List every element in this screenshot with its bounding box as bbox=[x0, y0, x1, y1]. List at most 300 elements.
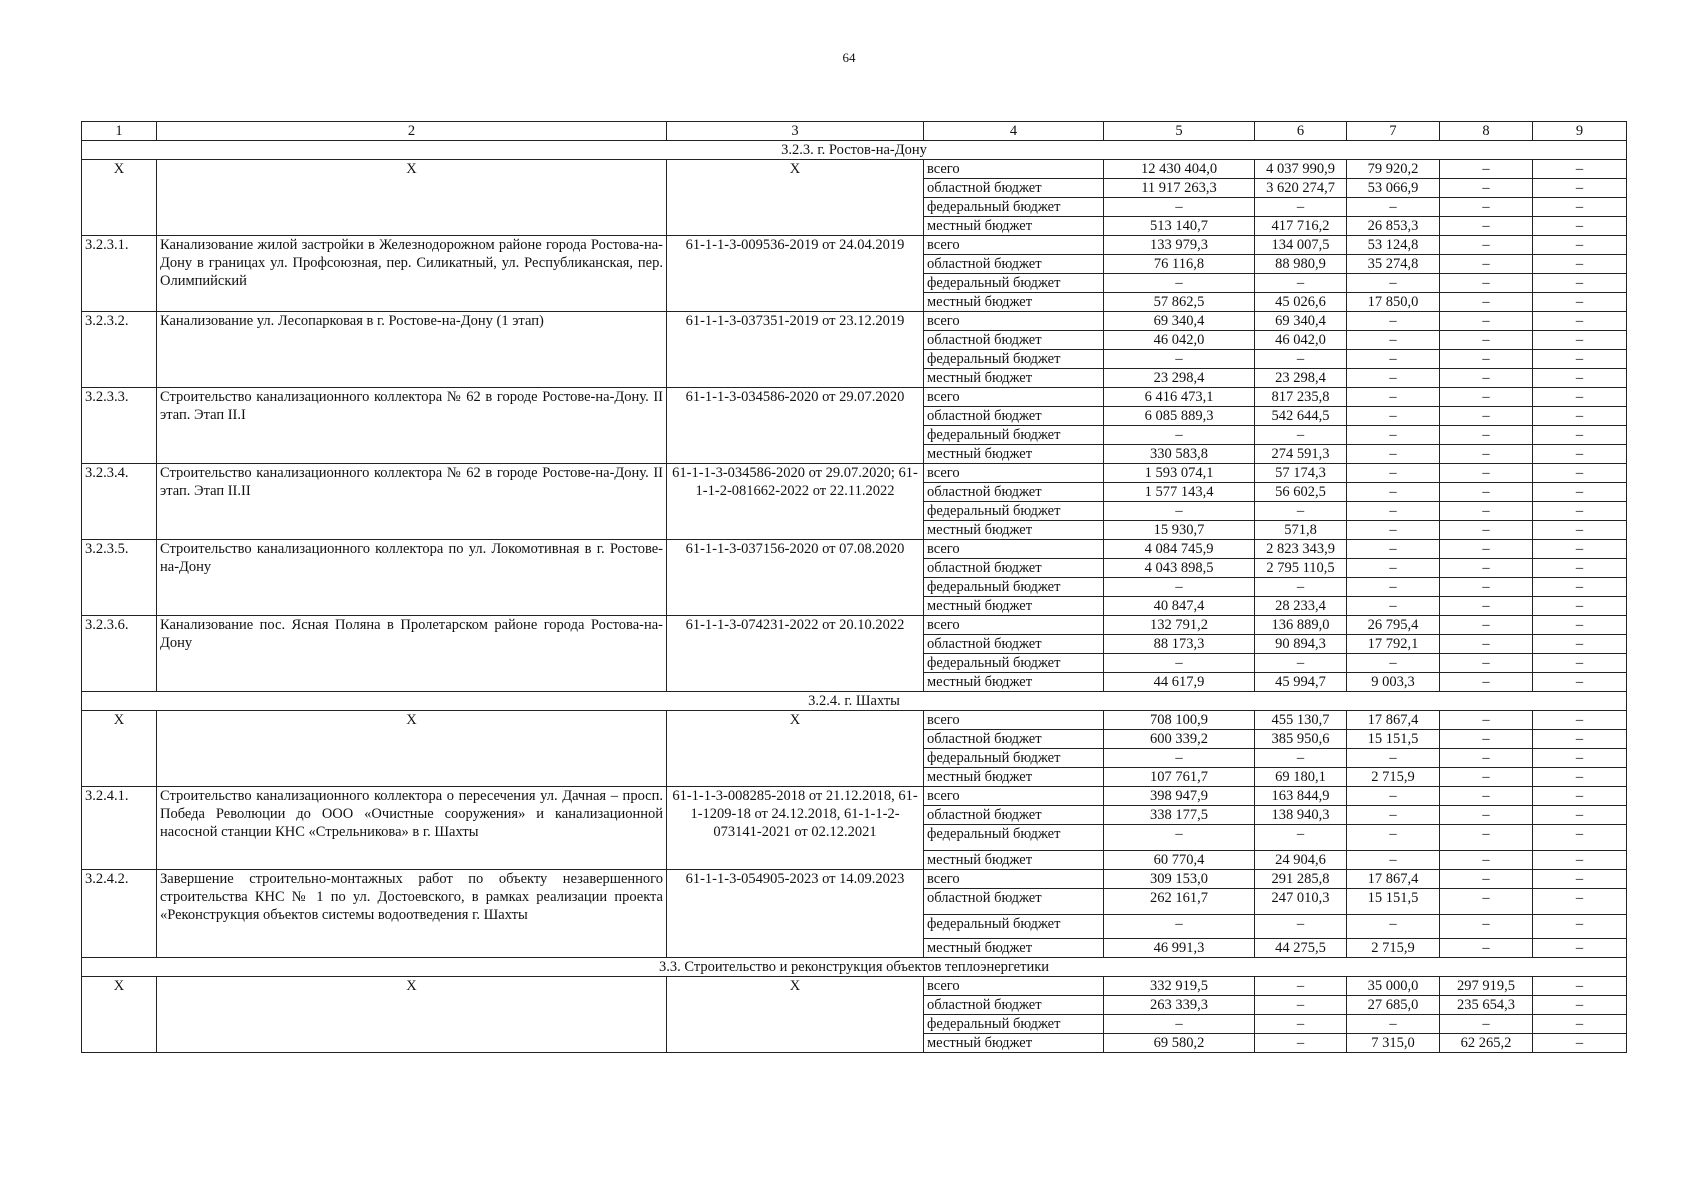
amount-cell: – bbox=[1255, 825, 1347, 851]
amount-cell: – bbox=[1533, 851, 1627, 870]
amount-cell: 46 991,3 bbox=[1104, 939, 1255, 958]
amount-cell: – bbox=[1440, 787, 1533, 806]
amount-cell: 17 867,4 bbox=[1347, 870, 1440, 889]
amount-cell: – bbox=[1104, 426, 1255, 445]
amount-cell: – bbox=[1440, 217, 1533, 236]
amount-cell: – bbox=[1533, 996, 1627, 1015]
page-number: 64 bbox=[842, 50, 856, 65]
amount-cell: – bbox=[1347, 350, 1440, 369]
amount-cell: – bbox=[1347, 654, 1440, 673]
funding-source: местный бюджет bbox=[924, 673, 1104, 692]
item-number: 3.2.3.4. bbox=[82, 464, 157, 540]
amount-cell: 385 950,6 bbox=[1255, 730, 1347, 749]
amount-cell: – bbox=[1255, 578, 1347, 597]
item-number: Х bbox=[82, 977, 157, 1053]
amount-cell: – bbox=[1533, 768, 1627, 787]
section-row bbox=[82, 141, 1627, 160]
amount-cell: – bbox=[1255, 350, 1347, 369]
item-registry: Х bbox=[667, 711, 924, 787]
amount-cell: – bbox=[1347, 851, 1440, 870]
amount-cell: – bbox=[1440, 483, 1533, 502]
amount-cell: 57 174,3 bbox=[1255, 464, 1347, 483]
amount-cell: 163 844,9 bbox=[1255, 787, 1347, 806]
item-name: Х bbox=[157, 711, 667, 787]
amount-cell: 600 339,2 bbox=[1104, 730, 1255, 749]
funding-source: всего bbox=[924, 388, 1104, 407]
funding-source: местный бюджет bbox=[924, 369, 1104, 388]
item-number: 3.2.3.3. bbox=[82, 388, 157, 464]
column-header-row bbox=[82, 122, 1627, 141]
amount-cell: – bbox=[1255, 1034, 1347, 1053]
amount-cell: – bbox=[1533, 730, 1627, 749]
amount-cell: 274 591,3 bbox=[1255, 445, 1347, 464]
item-number: 3.2.3.6. bbox=[82, 616, 157, 692]
amount-cell: 817 235,8 bbox=[1255, 388, 1347, 407]
amount-cell: – bbox=[1440, 635, 1533, 654]
funding-source: областной бюджет bbox=[924, 179, 1104, 198]
amount-cell: 542 644,5 bbox=[1255, 407, 1347, 426]
amount-cell: – bbox=[1347, 597, 1440, 616]
amount-cell: 46 042,0 bbox=[1104, 331, 1255, 350]
amount-cell: – bbox=[1533, 825, 1627, 851]
amount-cell: – bbox=[1347, 578, 1440, 597]
amount-cell: – bbox=[1440, 915, 1533, 939]
funding-source: областной бюджет bbox=[924, 255, 1104, 274]
table-row bbox=[82, 711, 1627, 730]
amount-cell: 7 315,0 bbox=[1347, 1034, 1440, 1053]
amount-cell: – bbox=[1440, 502, 1533, 521]
amount-cell: – bbox=[1440, 521, 1533, 540]
funding-source: федеральный бюджет bbox=[924, 825, 1104, 851]
amount-cell: 17 792,1 bbox=[1347, 635, 1440, 654]
amount-cell: – bbox=[1347, 749, 1440, 768]
funding-source: федеральный бюджет bbox=[924, 350, 1104, 369]
amount-cell: 79 920,2 bbox=[1347, 160, 1440, 179]
funding-source: областной бюджет bbox=[924, 996, 1104, 1015]
table-row bbox=[82, 616, 1627, 635]
funding-source: местный бюджет bbox=[924, 851, 1104, 870]
amount-cell: – bbox=[1533, 1015, 1627, 1034]
funding-source: областной бюджет bbox=[924, 730, 1104, 749]
amount-cell: – bbox=[1104, 502, 1255, 521]
funding-source: всего bbox=[924, 312, 1104, 331]
amount-cell: 330 583,8 bbox=[1104, 445, 1255, 464]
amount-cell: – bbox=[1440, 293, 1533, 312]
amount-cell: – bbox=[1347, 521, 1440, 540]
item-registry: 61-1-1-3-034586-2020 от 29.07.2020; 61-1-1-2-081662-2022 от 22.11.2022 bbox=[667, 464, 924, 540]
item-registry: 61-1-1-3-074231-2022 от 20.10.2022 bbox=[667, 616, 924, 692]
table-row bbox=[82, 464, 1627, 483]
amount-cell: 57 862,5 bbox=[1104, 293, 1255, 312]
amount-cell: 2 715,9 bbox=[1347, 768, 1440, 787]
amount-cell: 107 761,7 bbox=[1104, 768, 1255, 787]
item-registry: 61-1-1-3-008285-2018 от 21.12.2018, 61-1-1209-18 от 24.12.2018, 61-1-1-2-073141-2021 от 02.12.2021 bbox=[667, 787, 924, 870]
table-row bbox=[82, 540, 1627, 559]
amount-cell: – bbox=[1533, 654, 1627, 673]
amount-cell: – bbox=[1255, 198, 1347, 217]
amount-cell: – bbox=[1440, 673, 1533, 692]
amount-cell: – bbox=[1255, 749, 1347, 768]
amount-cell: – bbox=[1533, 236, 1627, 255]
funding-source: областной бюджет bbox=[924, 635, 1104, 654]
amount-cell: 26 795,4 bbox=[1347, 616, 1440, 635]
item-name: Канализование ул. Лесопарковая в г. Ростове-на-Дону (1 этап) bbox=[157, 312, 667, 388]
table-row bbox=[82, 388, 1627, 407]
amount-cell: – bbox=[1440, 616, 1533, 635]
amount-cell: – bbox=[1255, 1015, 1347, 1034]
amount-cell: 338 177,5 bbox=[1104, 806, 1255, 825]
amount-cell: – bbox=[1347, 388, 1440, 407]
funding-source: всего bbox=[924, 977, 1104, 996]
funding-source: областной бюджет bbox=[924, 559, 1104, 578]
amount-cell: – bbox=[1104, 749, 1255, 768]
item-number: Х bbox=[82, 160, 157, 236]
column-header: 7 bbox=[1347, 122, 1440, 141]
amount-cell: – bbox=[1347, 1015, 1440, 1034]
amount-cell: – bbox=[1440, 870, 1533, 889]
funding-source: местный бюджет bbox=[924, 217, 1104, 236]
item-name: Канализование пос. Ясная Поляна в Пролетарском районе города Ростова-на-Дону bbox=[157, 616, 667, 692]
amount-cell: 53 124,8 bbox=[1347, 236, 1440, 255]
amount-cell: 69 340,4 bbox=[1104, 312, 1255, 331]
amount-cell: – bbox=[1440, 179, 1533, 198]
amount-cell: 513 140,7 bbox=[1104, 217, 1255, 236]
amount-cell: – bbox=[1533, 939, 1627, 958]
amount-cell: – bbox=[1440, 730, 1533, 749]
amount-cell: – bbox=[1440, 540, 1533, 559]
column-header: 8 bbox=[1440, 122, 1533, 141]
item-registry: 61-1-1-3-034586-2020 от 29.07.2020 bbox=[667, 388, 924, 464]
amount-cell: – bbox=[1533, 217, 1627, 236]
amount-cell: – bbox=[1533, 521, 1627, 540]
amount-cell: – bbox=[1104, 198, 1255, 217]
amount-cell: 9 003,3 bbox=[1347, 673, 1440, 692]
amount-cell: 17 850,0 bbox=[1347, 293, 1440, 312]
amount-cell: 4 037 990,9 bbox=[1255, 160, 1347, 179]
amount-cell: – bbox=[1533, 502, 1627, 521]
funding-source: федеральный бюджет bbox=[924, 915, 1104, 939]
amount-cell: 45 994,7 bbox=[1255, 673, 1347, 692]
amount-cell: – bbox=[1440, 654, 1533, 673]
amount-cell: 2 823 343,9 bbox=[1255, 540, 1347, 559]
amount-cell: – bbox=[1440, 768, 1533, 787]
amount-cell: 17 867,4 bbox=[1347, 711, 1440, 730]
amount-cell: 28 233,4 bbox=[1255, 597, 1347, 616]
item-number: 3.2.4.1. bbox=[82, 787, 157, 870]
item-registry: Х bbox=[667, 977, 924, 1053]
item-name: Х bbox=[157, 977, 667, 1053]
amount-cell: – bbox=[1533, 578, 1627, 597]
funding-source: всего bbox=[924, 787, 1104, 806]
amount-cell: 15 151,5 bbox=[1347, 889, 1440, 915]
amount-cell: – bbox=[1533, 749, 1627, 768]
amount-cell: – bbox=[1440, 198, 1533, 217]
amount-cell: – bbox=[1440, 597, 1533, 616]
amount-cell: 90 894,3 bbox=[1255, 635, 1347, 654]
amount-cell: – bbox=[1533, 616, 1627, 635]
amount-cell: – bbox=[1533, 711, 1627, 730]
amount-cell: – bbox=[1440, 578, 1533, 597]
amount-cell: – bbox=[1440, 806, 1533, 825]
amount-cell: 133 979,3 bbox=[1104, 236, 1255, 255]
funding-source: местный бюджет bbox=[924, 768, 1104, 787]
amount-cell: – bbox=[1255, 977, 1347, 996]
amount-cell: – bbox=[1440, 559, 1533, 578]
table-row bbox=[82, 312, 1627, 331]
amount-cell: – bbox=[1533, 915, 1627, 939]
amount-cell: – bbox=[1104, 654, 1255, 673]
amount-cell: 26 853,3 bbox=[1347, 217, 1440, 236]
amount-cell: 56 602,5 bbox=[1255, 483, 1347, 502]
amount-cell: 44 617,9 bbox=[1104, 673, 1255, 692]
amount-cell: – bbox=[1440, 445, 1533, 464]
item-registry: 61-1-1-3-037156-2020 от 07.08.2020 bbox=[667, 540, 924, 616]
funding-source: федеральный бюджет bbox=[924, 198, 1104, 217]
amount-cell: 35 000,0 bbox=[1347, 977, 1440, 996]
amount-cell: – bbox=[1347, 369, 1440, 388]
amount-cell: 69 180,1 bbox=[1255, 768, 1347, 787]
amount-cell: – bbox=[1347, 426, 1440, 445]
amount-cell: – bbox=[1440, 851, 1533, 870]
amount-cell: – bbox=[1440, 255, 1533, 274]
funding-source: областной бюджет bbox=[924, 407, 1104, 426]
amount-cell: 12 430 404,0 bbox=[1104, 160, 1255, 179]
amount-cell: – bbox=[1440, 160, 1533, 179]
funding-source: местный бюджет bbox=[924, 445, 1104, 464]
amount-cell: 136 889,0 bbox=[1255, 616, 1347, 635]
amount-cell: 23 298,4 bbox=[1104, 369, 1255, 388]
amount-cell: – bbox=[1347, 915, 1440, 939]
funding-source: федеральный бюджет bbox=[924, 1015, 1104, 1034]
amount-cell: 76 116,8 bbox=[1104, 255, 1255, 274]
item-registry: Х bbox=[667, 160, 924, 236]
amount-cell: – bbox=[1347, 787, 1440, 806]
amount-cell: – bbox=[1347, 559, 1440, 578]
section-title: 3.2.4. г. Шахты bbox=[82, 692, 1627, 711]
amount-cell: – bbox=[1347, 407, 1440, 426]
section-title: 3.2.3. г. Ростов-на-Дону bbox=[82, 141, 1627, 160]
amount-cell: – bbox=[1533, 388, 1627, 407]
amount-cell: 309 153,0 bbox=[1104, 870, 1255, 889]
amount-cell: – bbox=[1533, 274, 1627, 293]
amount-cell: – bbox=[1347, 445, 1440, 464]
amount-cell: 417 716,2 bbox=[1255, 217, 1347, 236]
amount-cell: 24 904,6 bbox=[1255, 851, 1347, 870]
amount-cell: – bbox=[1440, 236, 1533, 255]
column-header: 3 bbox=[667, 122, 924, 141]
amount-cell: – bbox=[1440, 1015, 1533, 1034]
funding-source: всего bbox=[924, 870, 1104, 889]
amount-cell: – bbox=[1533, 255, 1627, 274]
amount-cell: 571,8 bbox=[1255, 521, 1347, 540]
item-number: 3.2.3.1. bbox=[82, 236, 157, 312]
amount-cell: 235 654,3 bbox=[1440, 996, 1533, 1015]
funding-source: федеральный бюджет bbox=[924, 426, 1104, 445]
item-registry: 61-1-1-3-009536-2019 от 24.04.2019 bbox=[667, 236, 924, 312]
amount-cell: – bbox=[1533, 787, 1627, 806]
table-row bbox=[82, 236, 1627, 255]
amount-cell: – bbox=[1440, 369, 1533, 388]
amount-cell: – bbox=[1533, 350, 1627, 369]
amount-cell: 398 947,9 bbox=[1104, 787, 1255, 806]
budget-table bbox=[81, 121, 1627, 1053]
amount-cell: – bbox=[1533, 198, 1627, 217]
amount-cell: 291 285,8 bbox=[1255, 870, 1347, 889]
funding-source: местный бюджет bbox=[924, 293, 1104, 312]
item-number: Х bbox=[82, 711, 157, 787]
amount-cell: – bbox=[1347, 198, 1440, 217]
amount-cell: – bbox=[1104, 350, 1255, 369]
amount-cell: – bbox=[1533, 160, 1627, 179]
amount-cell: – bbox=[1533, 597, 1627, 616]
amount-cell: – bbox=[1255, 502, 1347, 521]
amount-cell: – bbox=[1104, 915, 1255, 939]
amount-cell: 132 791,2 bbox=[1104, 616, 1255, 635]
funding-source: всего bbox=[924, 160, 1104, 179]
funding-source: всего bbox=[924, 236, 1104, 255]
amount-cell: – bbox=[1104, 1015, 1255, 1034]
amount-cell: – bbox=[1347, 502, 1440, 521]
column-header: 1 bbox=[82, 122, 157, 141]
funding-source: всего bbox=[924, 616, 1104, 635]
item-name: Канализование жилой застройки в Железнодорожном районе города Ростова-на-Дону в границах ул. Профсоюзная, пер. Силикатный, ул. Республиканская, пер. Олимпийский bbox=[157, 236, 667, 312]
amount-cell: 15 930,7 bbox=[1104, 521, 1255, 540]
amount-cell: – bbox=[1255, 654, 1347, 673]
funding-source: федеральный бюджет bbox=[924, 578, 1104, 597]
amount-cell: – bbox=[1347, 312, 1440, 331]
amount-cell: 4 084 745,9 bbox=[1104, 540, 1255, 559]
amount-cell: – bbox=[1533, 426, 1627, 445]
item-name: Завершение строительно-монтажных работ по объекту незавершенного строительства КНС № 1 по ул. Достоевского, в рамках реализации проекта «Реконструкция объектов системы водоотведения г. Шахты bbox=[157, 870, 667, 958]
amount-cell: – bbox=[1440, 889, 1533, 915]
funding-source: областной бюджет bbox=[924, 331, 1104, 350]
amount-cell: – bbox=[1104, 825, 1255, 851]
amount-cell: – bbox=[1533, 889, 1627, 915]
amount-cell: – bbox=[1104, 274, 1255, 293]
amount-cell: – bbox=[1440, 350, 1533, 369]
amount-cell: – bbox=[1440, 749, 1533, 768]
funding-source: областной бюджет bbox=[924, 806, 1104, 825]
amount-cell: 44 275,5 bbox=[1255, 939, 1347, 958]
amount-cell: – bbox=[1347, 483, 1440, 502]
amount-cell: – bbox=[1440, 388, 1533, 407]
amount-cell: 2 795 110,5 bbox=[1255, 559, 1347, 578]
item-name: Строительство канализационного коллектора о пересечения ул. Дачная – просп. Победа Революции до ООО «Очистные сооружения» и канализационной насосной станции КНС «Стрельникова» в г. Шахты bbox=[157, 787, 667, 870]
amount-cell: 46 042,0 bbox=[1255, 331, 1347, 350]
amount-cell: 2 715,9 bbox=[1347, 939, 1440, 958]
table-row bbox=[82, 160, 1627, 179]
section-title: 3.3. Строительство и реконструкция объектов теплоэнергетики bbox=[82, 958, 1627, 977]
amount-cell: 1 593 074,1 bbox=[1104, 464, 1255, 483]
funding-source: федеральный бюджет bbox=[924, 274, 1104, 293]
amount-cell: 35 274,8 bbox=[1347, 255, 1440, 274]
amount-cell: – bbox=[1347, 464, 1440, 483]
amount-cell: 4 043 898,5 bbox=[1104, 559, 1255, 578]
amount-cell: 62 265,2 bbox=[1440, 1034, 1533, 1053]
amount-cell: – bbox=[1533, 806, 1627, 825]
amount-cell: 23 298,4 bbox=[1255, 369, 1347, 388]
amount-cell: 88 980,9 bbox=[1255, 255, 1347, 274]
column-header: 5 bbox=[1104, 122, 1255, 141]
amount-cell: 134 007,5 bbox=[1255, 236, 1347, 255]
funding-source: всего bbox=[924, 711, 1104, 730]
funding-source: федеральный бюджет bbox=[924, 749, 1104, 768]
item-registry: 61-1-1-3-037351-2019 от 23.12.2019 bbox=[667, 312, 924, 388]
amount-cell: – bbox=[1533, 312, 1627, 331]
amount-cell: 27 685,0 bbox=[1347, 996, 1440, 1015]
item-name: Х bbox=[157, 160, 667, 236]
amount-cell: 53 066,9 bbox=[1347, 179, 1440, 198]
item-registry: 61-1-1-3-054905-2023 от 14.09.2023 bbox=[667, 870, 924, 958]
amount-cell: 138 940,3 bbox=[1255, 806, 1347, 825]
column-header: 9 bbox=[1533, 122, 1627, 141]
amount-cell: 45 026,6 bbox=[1255, 293, 1347, 312]
funding-source: местный бюджет bbox=[924, 521, 1104, 540]
amount-cell: 11 917 263,3 bbox=[1104, 179, 1255, 198]
column-header: 2 bbox=[157, 122, 667, 141]
amount-cell: – bbox=[1104, 578, 1255, 597]
funding-source: местный бюджет bbox=[924, 939, 1104, 958]
funding-source: всего bbox=[924, 540, 1104, 559]
section-row bbox=[82, 958, 1627, 977]
amount-cell: – bbox=[1440, 407, 1533, 426]
funding-source: всего bbox=[924, 464, 1104, 483]
amount-cell: 69 340,4 bbox=[1255, 312, 1347, 331]
amount-cell: 88 173,3 bbox=[1104, 635, 1255, 654]
amount-cell: – bbox=[1440, 711, 1533, 730]
amount-cell: 262 161,7 bbox=[1104, 889, 1255, 915]
amount-cell: – bbox=[1533, 1034, 1627, 1053]
amount-cell: – bbox=[1440, 426, 1533, 445]
table-row bbox=[82, 787, 1627, 806]
amount-cell: – bbox=[1533, 977, 1627, 996]
amount-cell: – bbox=[1255, 915, 1347, 939]
amount-cell: – bbox=[1347, 825, 1440, 851]
amount-cell: 15 151,5 bbox=[1347, 730, 1440, 749]
amount-cell: – bbox=[1533, 369, 1627, 388]
funding-source: федеральный бюджет bbox=[924, 502, 1104, 521]
amount-cell: – bbox=[1533, 870, 1627, 889]
amount-cell: – bbox=[1255, 996, 1347, 1015]
amount-cell: – bbox=[1440, 464, 1533, 483]
amount-cell: – bbox=[1255, 426, 1347, 445]
amount-cell: 69 580,2 bbox=[1104, 1034, 1255, 1053]
amount-cell: – bbox=[1440, 825, 1533, 851]
budget-table-body bbox=[82, 122, 1627, 1053]
amount-cell: 247 010,3 bbox=[1255, 889, 1347, 915]
amount-cell: 3 620 274,7 bbox=[1255, 179, 1347, 198]
amount-cell: – bbox=[1533, 559, 1627, 578]
amount-cell: – bbox=[1440, 274, 1533, 293]
funding-source: областной бюджет bbox=[924, 889, 1104, 915]
amount-cell: – bbox=[1533, 635, 1627, 654]
item-number: 3.2.3.2. bbox=[82, 312, 157, 388]
amount-cell: – bbox=[1440, 939, 1533, 958]
amount-cell: – bbox=[1533, 293, 1627, 312]
amount-cell: – bbox=[1440, 331, 1533, 350]
amount-cell: 297 919,5 bbox=[1440, 977, 1533, 996]
amount-cell: – bbox=[1347, 274, 1440, 293]
amount-cell: – bbox=[1533, 331, 1627, 350]
amount-cell: – bbox=[1533, 445, 1627, 464]
amount-cell: – bbox=[1533, 673, 1627, 692]
amount-cell: – bbox=[1533, 483, 1627, 502]
amount-cell: 332 919,5 bbox=[1104, 977, 1255, 996]
funding-source: местный бюджет bbox=[924, 1034, 1104, 1053]
amount-cell: 1 577 143,4 bbox=[1104, 483, 1255, 502]
item-name: Строительство канализационного коллектора № 62 в городе Ростове-на-Дону. II этап. Этап II.II bbox=[157, 464, 667, 540]
item-name: Строительство канализационного коллектора № 62 в городе Ростове-на-Дону. II этап. Этап II.I bbox=[157, 388, 667, 464]
